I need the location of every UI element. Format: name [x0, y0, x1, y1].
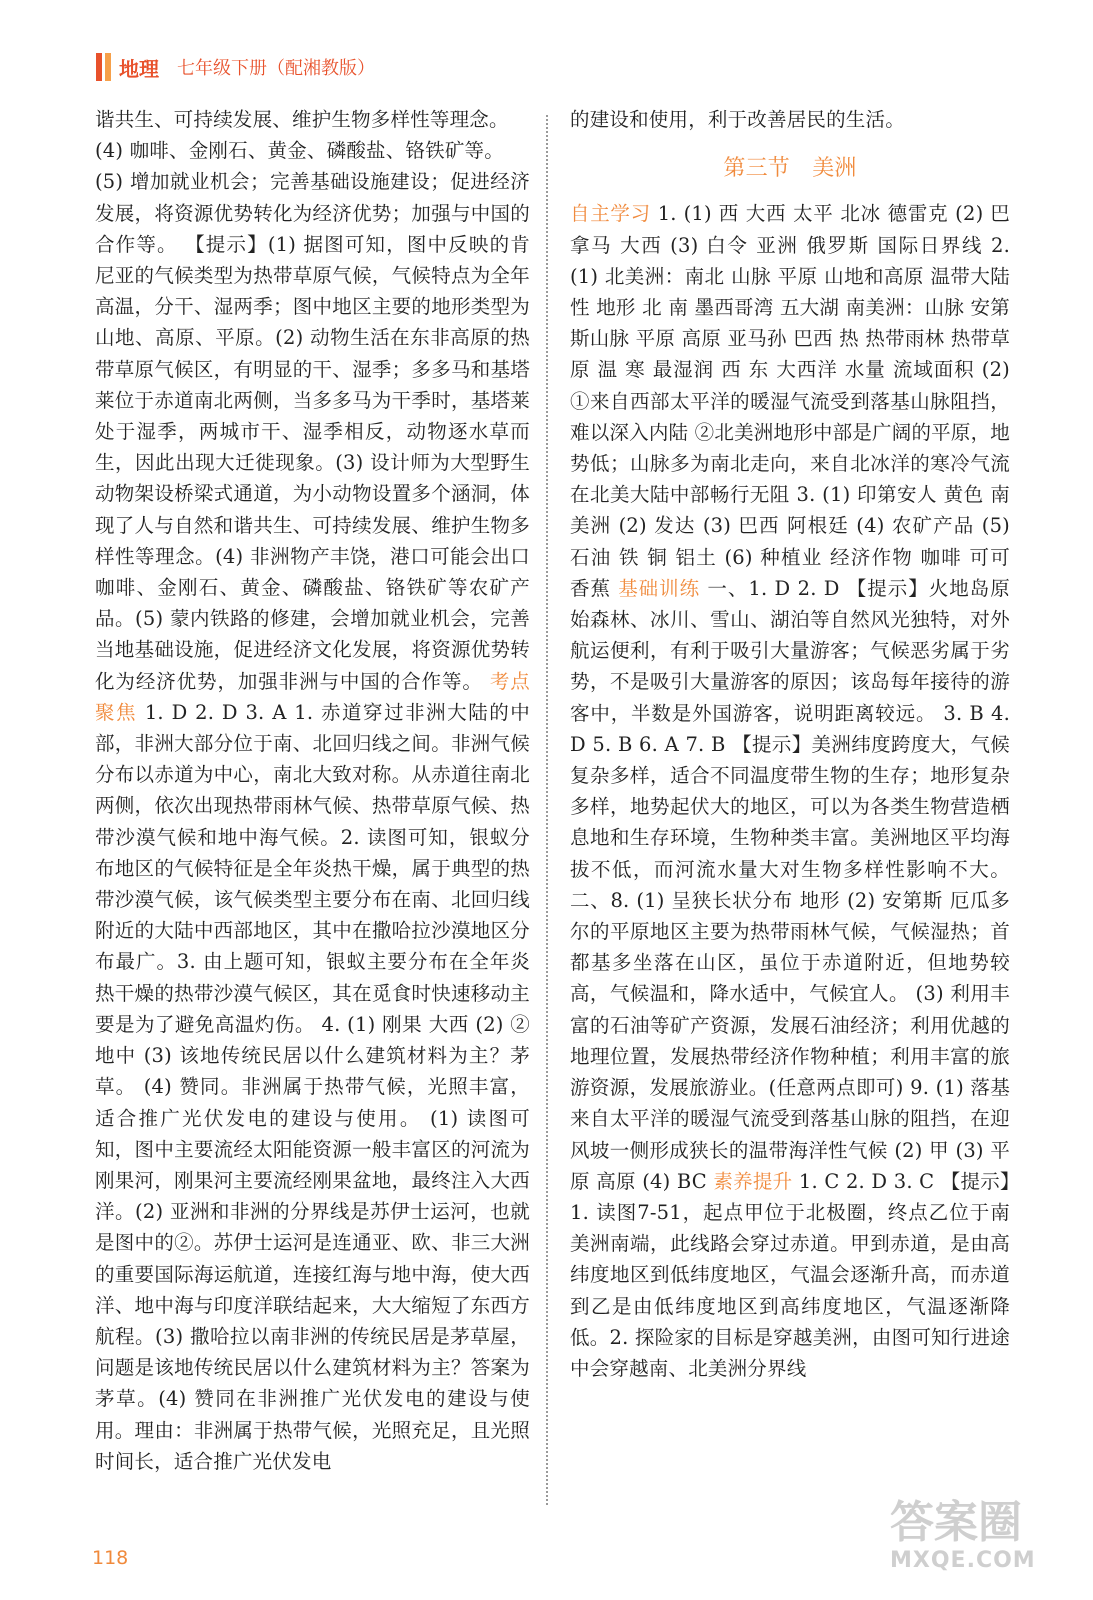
right-column: [570, 104, 1010, 1384]
zizhu-text: 1. (1) 西 大西 太平 北冰 德雷克 (2) 巴拿马 大西 (3) 白令 亚洲 俄罗斯 国际日界线 2. (1) 北美洲：南北 山脉 平原 山地和高原 温带大陆性 地形 北 南 墨西哥湾 五大湖 南美洲：山脉 安第斯山脉 平原 高原 亚马孙 巴西 热 热带雨林 热带草原 温 寒 最湿润 西 东 大西洋 水量 流域面积 (2) ①来自西部太平洋的暖湿气流受到落基山脉阻挡，难以深入内陆 ②北美洲地形中部是广阔的平原，地势低；山脉多为南北走向，来自北冰洋的寒冷气流在北美大陆中部畅行无阻 3. (1) 印第安人 黄色 南美洲 (2) 发达 (3) 巴西 阿根廷 (4) 农矿产品 (5) 石油 铁 铜 铝土 (6) 种植业 经济作物 咖啡 可可 香蕉: [570, 202, 1010, 600]
left-paragraph-1: 谐共生、可持续发展、维护生物多样性等理念。: [95, 108, 509, 131]
left-text-4: 1. D 2. D 3. A 1. 赤道穿过非洲大陆的中部，非洲大部分位于南、北回归线之间。非洲气候分布以赤道为中心，南北大致对称。从赤道往南北两侧，依次出现热带雨林气候、热带草原气候、热带沙漠气候和地中海气候。2. 读图可知，银蚁分布地区的气候特征是全年炎热干燥，属于典型的热带沙漠气候，该气候类型主要分布在南、北回归线附近的大陆中西部地区，其中在撒哈拉沙漠地区分布最广。3. 由上题可知，银蚁主要分布在全年炎热干燥的热带沙漠气候区，其在觅食时快速移动主要是为了避免高温灼伤。 4. (1) 刚果 大西 (2) ② 地中 (3) 该地传统民居以什么建筑材料为主？茅草。 (4) 赞同。非洲属于热带气候，光照丰富，适合推广光伏发电的建设与使用。 (1) 读图可知，图中主要流经太阳能资源一般丰富区的河流为刚果河，刚果河主要流经刚果盆地，最终注入大西洋。(2) 亚洲和非洲的分界线是苏伊士运河，也就是图中的②。苏伊士运河是连通亚、欧、非三大洲的重要国际海运航道，连接红海与地中海，使大西洋、地中海与印度洋联结起来，大大缩短了东西方航程。(3) 撒哈拉以南非洲的传统民居是茅草屋，问题是该地传统民居以什么建筑材料为主？答案为茅草。(4) 赞同在非洲推广光伏发电的建设与使用。理由：非洲属于热带气候，光照充足，且光照时间长，适合推广光伏发电: [95, 700, 530, 1473]
right-paragraph-main: [570, 198, 1010, 1384]
header-logo-mark: [96, 53, 102, 81]
left-column: [95, 104, 530, 1477]
watermark-line-1: 答案圈: [890, 1497, 1022, 1548]
left-paragraph-2: (4) 咖啡、金刚石、黄金、磷酸盐、铬铁矿等。: [95, 139, 504, 163]
page-header: [96, 50, 375, 84]
jichu-text: 一、1. D 2. D 【提示】火地岛原始森林、冰川、雪山、湖泊等自然风光独特，对外航运便利，有利于吸引大量游客；气候恶劣属于劣势，不是吸引大量游客的原因；该岛每年接待的游客中，半数是外国游客，说明距离较远。 3. B 4. D 5. B 6. A 7. B 【提示】美洲纬度跨度大，气候复杂多样，适合不同温度带生物的生存；地形复杂多样，地势起伏大的地区，可以为各类生物营造栖息地和生存环境，生物种类丰富。美洲地区平均海拔不低，而河流水量大对生物多样性影响不大。 二、8. (1) 呈狭长状分布 地形 (2) 安第斯 厄瓜多尔的平原地区主要为热带雨林气候，气候湿热；首都基多坐落在山区，虽位于赤道附近，但地势较高，气候温和，降水适中，气候宜人。 (3) 利用丰富的石油等矿产资源，发展石油经济；利用优越的地理位置，发展热带经济作物种植；利用丰富的旅游资源，发展旅游业。(任意两点即可) 9. (1) 落基 来自太平洋的暖湿气流受到落基山脉的阻挡，在迎风坡一侧形成狭长的温带海洋性气候 (2) 甲 (3) 平原 高原 (4) BC: [570, 576, 1010, 1193]
page-number: 118: [92, 1547, 129, 1569]
tag-suyang-tisheng: 素养提升: [713, 1169, 793, 1193]
section-title: 第三节 美洲: [723, 156, 857, 182]
watermark-line-2: MXQE.COM: [890, 1548, 1036, 1573]
right-paragraph-top: 的建设和使用，利于改善居民的生活。: [570, 108, 905, 131]
watermark-logo: [890, 1498, 1070, 1588]
subject-title: 地理: [119, 56, 159, 81]
tag-jichu-xunlian: 基础训练: [618, 576, 701, 600]
left-text-3: (5) 增加就业机会；完善基础设施建设；促进经济发展，将资源优势转化为经济优势；加强与中国的合作等。 【提示】(1) 据图可知，图中反映的肯尼亚的气候类型为热带草原气候，气候特点为全年高温，分干、湿两季；图中地区主要的地形类型为山地、高原、平原。(2) 动物生活在东非高原的热带草原气候区，有明显的干、湿季；多多马和基塔莱位于赤道南北两侧，当多多马为干季时，基塔莱处于湿季，两城市干、湿季相反，动物逐水草而生，因此出现大迁徙现象。(3) 设计师为大型野生动物架设桥梁式通道，为小动物设置多个涵洞，体现了人与自然和谐共生、可持续发展、维护生物多样性等理念。(4) 非洲物产丰饶，港口可能会出口咖啡、金刚石、黄金、磷酸盐、铬铁矿等农矿产品。(5) 蒙内铁路的修建，会增加就业机会，完善当地基础设施，促进经济文化发展，将资源优势转化为经济优势，加强非洲与中国的合作等。: [95, 170, 530, 693]
column-divider: [546, 115, 548, 1505]
book-title: 七年级下册（配湘教版）: [177, 58, 375, 79]
suyang-text: 1. C 2. D 3. C 【提示】1. 读图7-51，起点甲位于北极圈，终点乙位于南美洲南端，此线路会穿过赤道。甲到赤道，是由高纬度地区到低纬度地区，气温会逐渐升高，而赤道到乙是由低纬度地区到高纬度地区，气温逐渐降低。2. 探险家的目标是穿越美洲，由图可知行进途中会穿越南、北美洲分界线: [570, 1169, 1010, 1380]
left-paragraph-3: [95, 166, 530, 1477]
tag-zizhu-xuexi: 自主学习: [570, 202, 651, 226]
header-logo-mark-secondary: [105, 53, 111, 81]
tag-kaodian-jujiao: 考点聚焦: [95, 669, 530, 724]
